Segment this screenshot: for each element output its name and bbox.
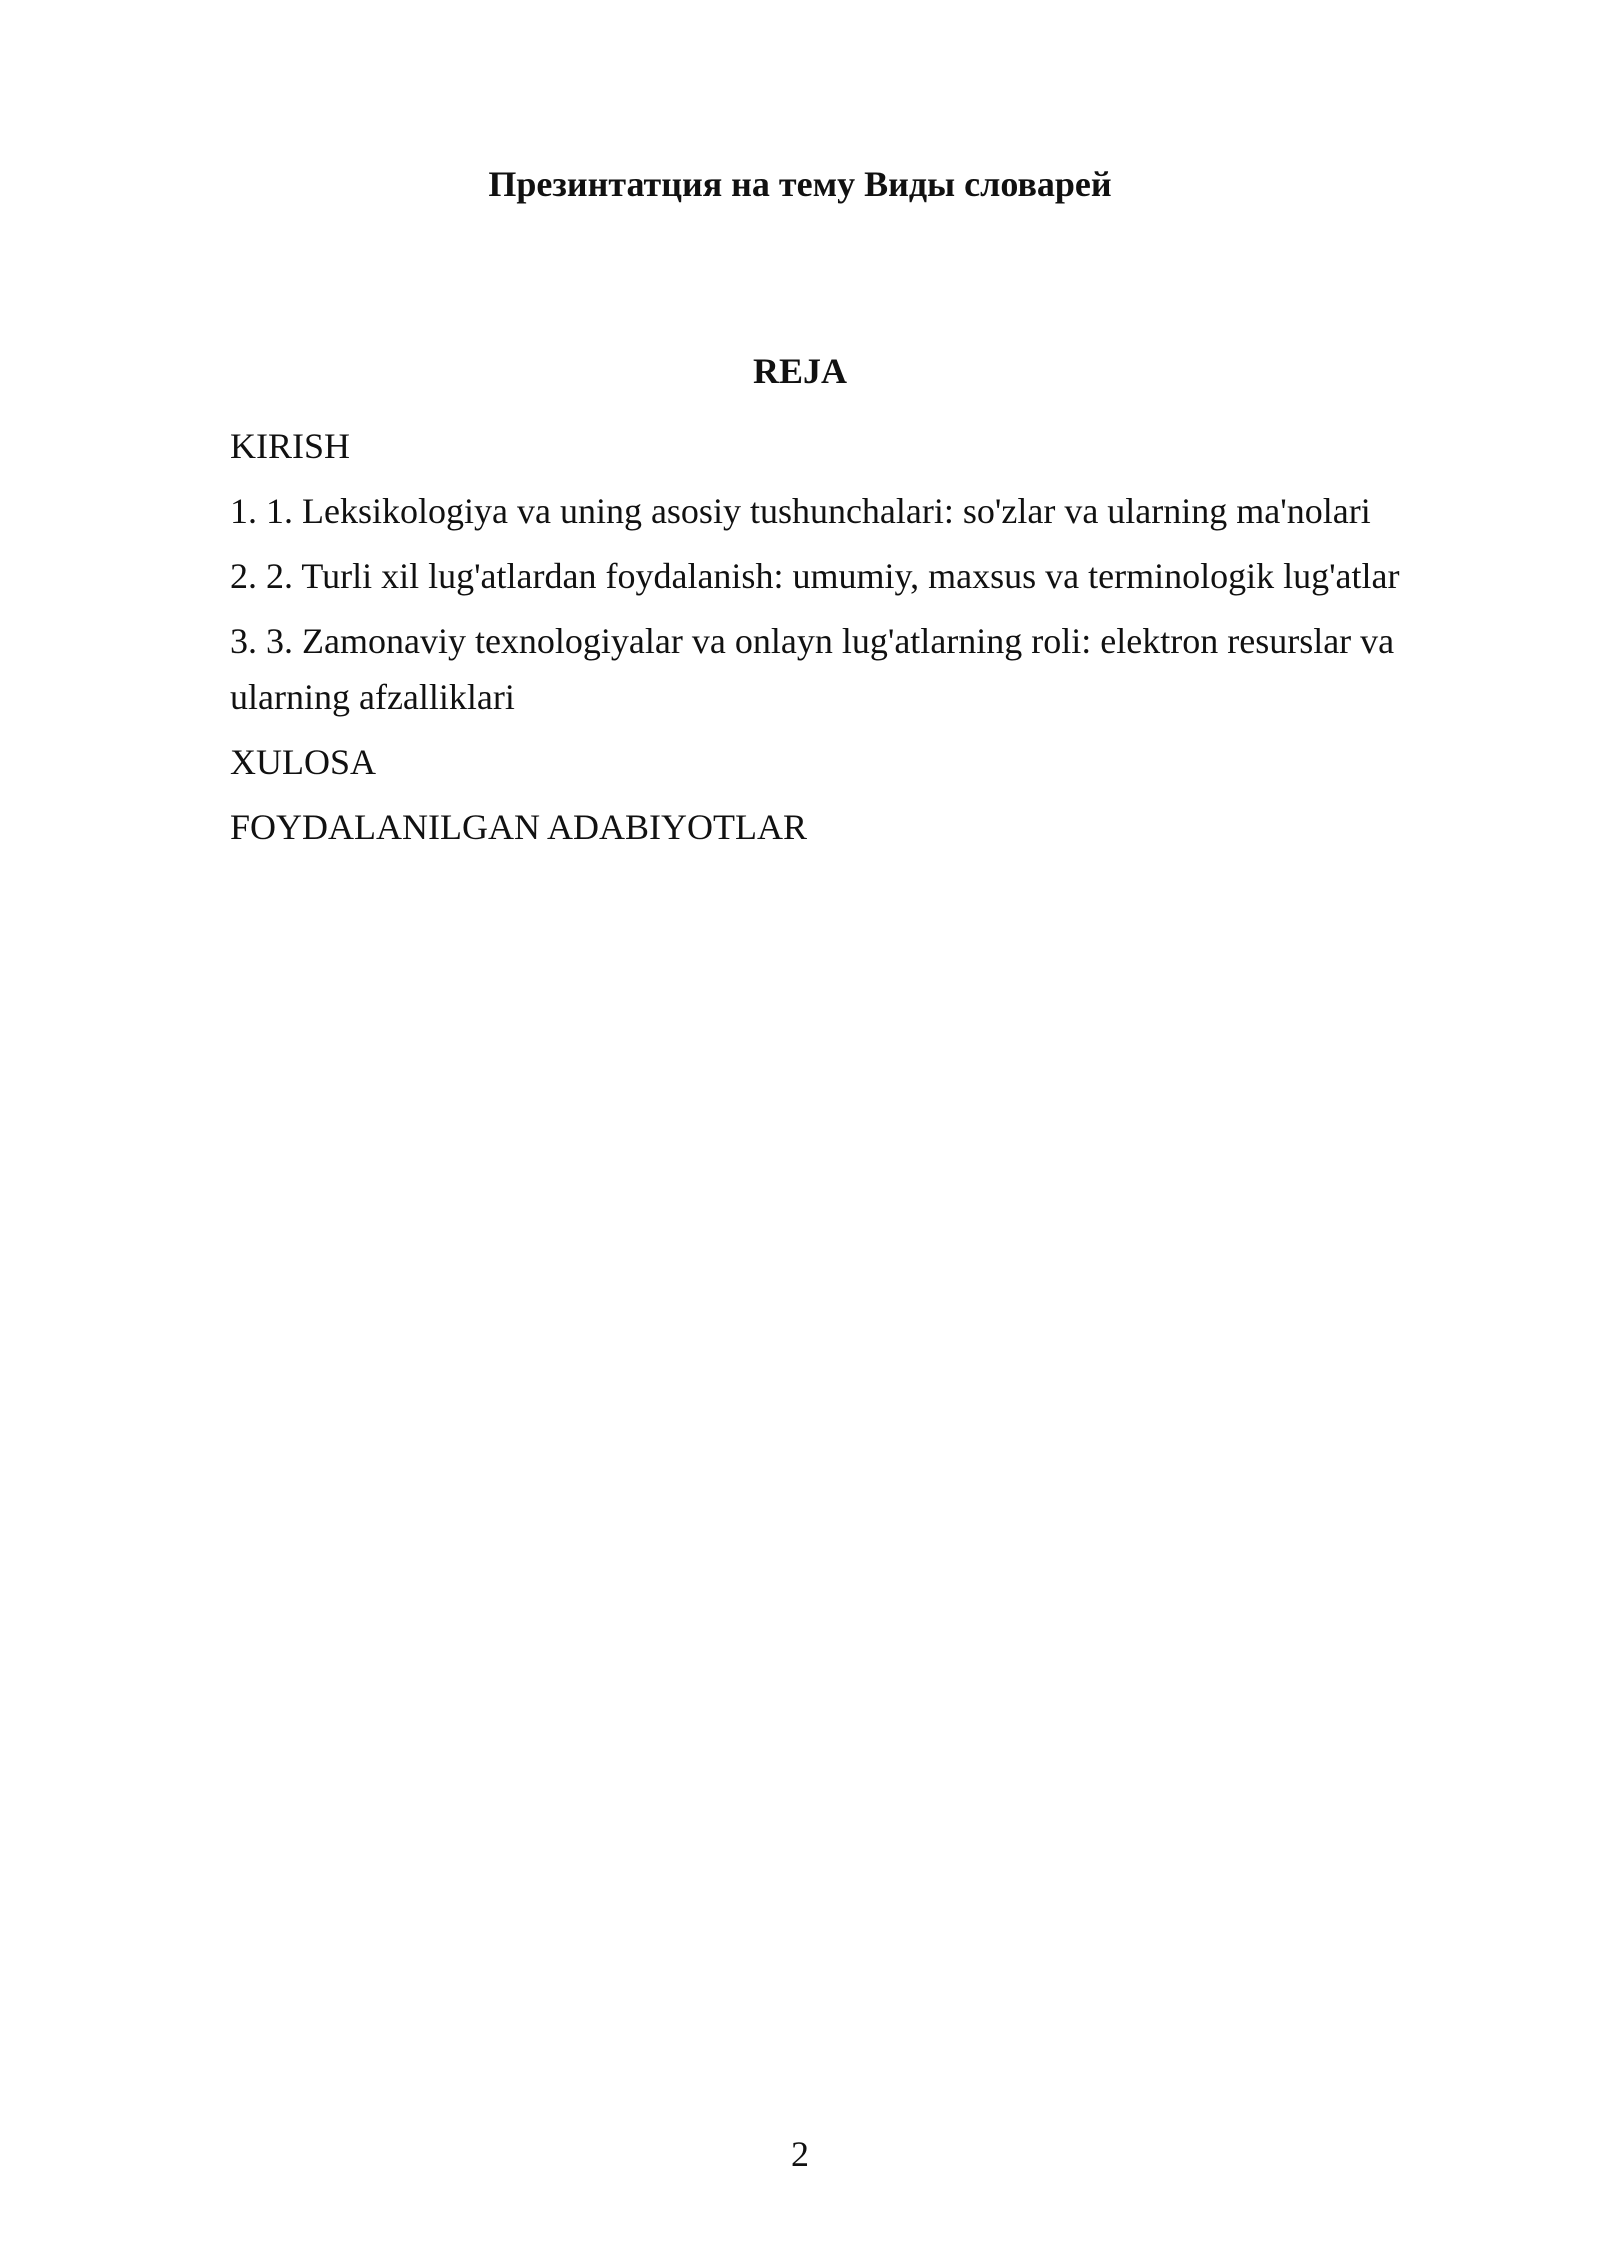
document-title: Презинтатция на тему Виды словарей — [488, 164, 1112, 204]
plan-item-conclusion: XULOSA — [230, 742, 377, 782]
plan-item-1: 1. 1. Leksikologiya va uning asosiy tushunchalari: so'zlar va ularning ma'nolari — [230, 491, 1371, 531]
plan-heading: REJA — [752, 351, 847, 391]
plan-item-2: 2. 2. Turli xil lug'atlardan foydalanish: umumiy, maxsus va terminologik lug'atlar — [230, 556, 1400, 596]
plan-item-intro: KIRISH — [230, 426, 351, 466]
page-number: 2 — [791, 2134, 809, 2174]
plan-item-references: FOYDALANILGAN ADABIYOTLAR — [230, 807, 807, 847]
plan-list — [230, 418, 1480, 864]
plan-item-3: 3. 3. Zamonaviy texnologiyalar va onlayn lug'atlarning roli: elektron resurslar va ularning afzalliklari — [230, 621, 1395, 717]
